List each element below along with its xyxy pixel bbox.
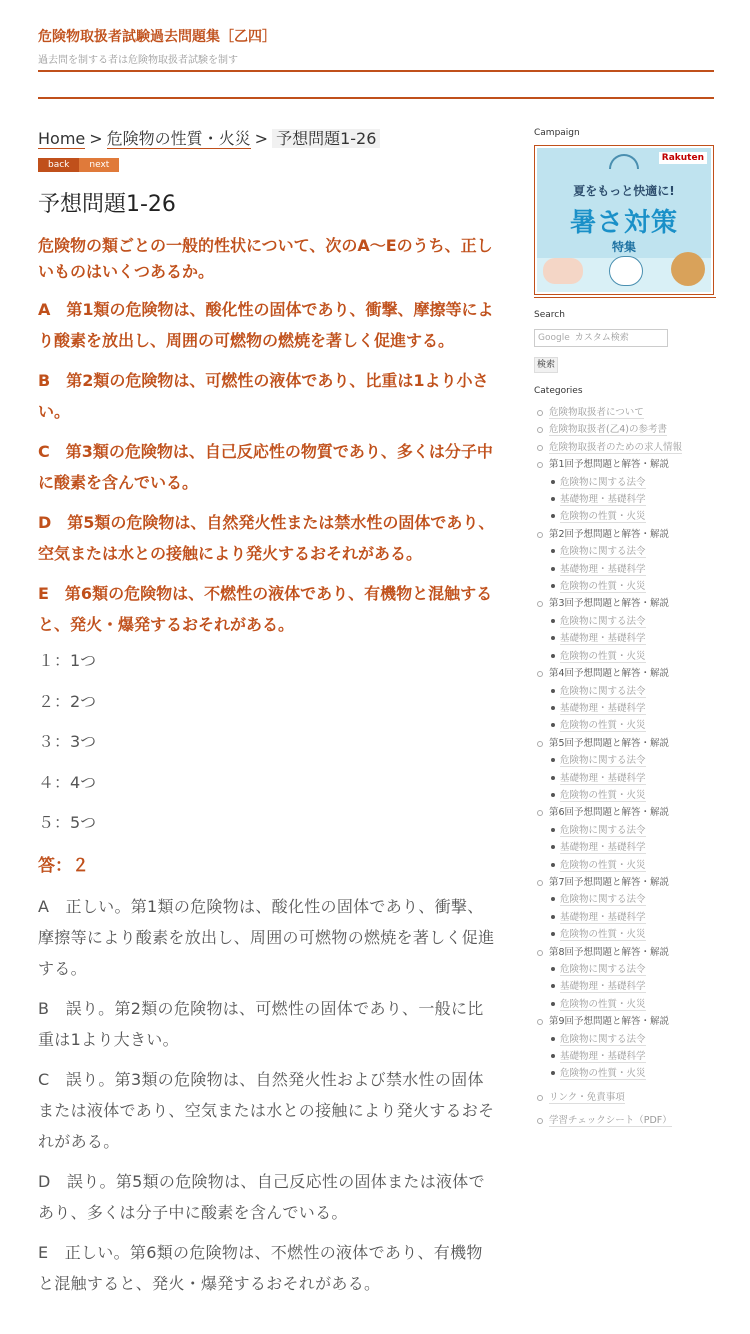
answer-label: 答：２ — [38, 855, 89, 876]
search-placeholder: カスタム検索 — [574, 333, 629, 343]
banner-line3: 特集 — [611, 240, 636, 254]
category-sublist — [549, 822, 716, 874]
subcategory-link[interactable] — [549, 1031, 716, 1048]
subcategory-link-label[interactable]: 危険物の性質・火災 — [560, 859, 646, 871]
subcategory-link-label[interactable]: 危険物に関する法令 — [560, 615, 646, 627]
category-group — [534, 595, 716, 665]
subcategory-link-label[interactable]: 危険物の性質・火災 — [560, 581, 646, 593]
category-link[interactable] — [534, 404, 716, 421]
footer-link[interactable] — [534, 1089, 716, 1106]
category-link[interactable] — [534, 439, 716, 456]
question-statement-b: B 第2類の危険物は、可燃性の液体であり、比重は1より小さい。 — [38, 371, 489, 421]
dog-illustration — [671, 252, 705, 286]
explanation-d: D 誤り。第5類の危険物は、自己反応性の固体または液体であり、多くは分子中に酸素を含んでいる。 — [38, 1171, 485, 1222]
subcategory-link[interactable] — [549, 926, 716, 943]
question-statement-e: E 第6類の危険物は、不燃性の液体であり、有機物と混触すると、発火・爆発するおそれがある。 — [38, 584, 493, 634]
subcategory-link[interactable] — [549, 578, 716, 595]
subcategory-link[interactable] — [549, 717, 716, 734]
subcategory-link-label[interactable]: 危険物に関する法令 — [560, 1033, 646, 1045]
category-link[interactable] — [534, 421, 716, 438]
category-group-label: 第7回予想問題と解答・解説 — [549, 876, 670, 888]
person-illustration — [543, 258, 583, 284]
choice-item: １：1つ — [38, 651, 97, 670]
banner-image[interactable] — [537, 148, 711, 292]
category-sublist — [549, 474, 716, 526]
category-link-label[interactable]: 危険物取扱者(乙4)の参考書 — [549, 424, 667, 436]
choice-item: ４：4つ — [38, 772, 97, 792]
subcategory-link-label[interactable]: 基礎物理・基礎科学 — [560, 494, 646, 506]
site-title[interactable]: 危険物取扱者試験過去問題集［乙四］ — [38, 29, 276, 45]
category-group — [534, 874, 716, 944]
site-tagline: 過去問を制する者は危険物取扱者試験を制す — [38, 55, 238, 66]
subcategory-link-label[interactable]: 基礎物理・基礎科学 — [560, 981, 646, 993]
breadcrumb — [38, 126, 498, 152]
subcategory-link[interactable] — [549, 752, 716, 769]
subcategory-link-label[interactable]: 危険物に関する法令 — [560, 755, 646, 767]
subcategory-link[interactable] — [549, 770, 716, 787]
breadcrumb-current: 予想問題1-26 — [272, 129, 380, 148]
category-sublist — [549, 891, 716, 943]
footer-link[interactable] — [534, 1112, 716, 1129]
rakuten-logo: Rakuten — [659, 152, 707, 164]
subcategory-link-label[interactable]: 危険物の性質・火災 — [560, 650, 646, 662]
category-group — [534, 1013, 716, 1083]
next-button[interactable]: next — [79, 158, 119, 172]
search-title: Search — [534, 310, 565, 320]
subcategory-link[interactable] — [549, 630, 716, 647]
subcategory-link-label[interactable]: 危険物に関する法令 — [560, 824, 646, 836]
explanation-block — [38, 891, 498, 1299]
search-input[interactable] — [534, 329, 668, 347]
category-group — [534, 526, 716, 596]
sidebar — [534, 126, 716, 1130]
explanation-b: B 誤り。第2類の危険物は、可燃性の固体であり、一般に比重は1より大きい。 — [38, 998, 484, 1049]
category-sublist — [549, 1031, 716, 1083]
subcategory-link[interactable] — [549, 474, 716, 491]
subcategory-link-label[interactable]: 危険物に関する法令 — [560, 894, 646, 906]
choice-item: ２：2つ — [38, 691, 97, 711]
subcategory-link[interactable] — [549, 996, 716, 1013]
subcategory-link[interactable] — [549, 700, 716, 717]
category-sublist — [549, 683, 716, 735]
question-statement-d: D 第5類の危険物は、自然発火性または禁水性の固体であり、空気または水との接触により発火するおそれがある。 — [38, 513, 495, 563]
subcategory-link-label[interactable]: 危険物の性質・火災 — [560, 929, 646, 941]
category-link-label[interactable]: 危険物取扱者のための求人情報 — [549, 441, 683, 453]
subcategory-link[interactable] — [549, 543, 716, 560]
category-group-label: 第3回予想問題と解答・解説 — [549, 598, 670, 610]
page-title: 予想問題1-26 — [38, 192, 176, 217]
subcategory-link-label[interactable]: 危険物の性質・火災 — [560, 511, 646, 523]
question-statement-c: C 第3類の危険物は、自己反応性の物質であり、多くは分子中に酸素を含んでいる。 — [38, 442, 493, 492]
sun-icon — [609, 154, 639, 169]
subcategory-link[interactable] — [549, 1065, 716, 1082]
main-content — [38, 126, 498, 1308]
choice-item: ３：3つ — [38, 732, 97, 751]
subcategory-link[interactable] — [549, 561, 716, 578]
answer-choices — [38, 650, 498, 853]
header-divider — [38, 70, 714, 72]
category-group-label: 第8回予想問題と解答・解説 — [549, 946, 670, 958]
search-button[interactable]: 検索 — [534, 357, 558, 373]
subcategory-link-label[interactable]: 基礎物理・基礎科学 — [560, 633, 646, 645]
breadcrumb-separator: > — [89, 129, 103, 148]
subcategory-link-label[interactable]: 危険物に関する法令 — [560, 476, 646, 488]
subcategory-link[interactable] — [549, 648, 716, 665]
category-group-label: 第4回予想問題と解答・解説 — [549, 668, 670, 680]
category-group-label: 第9回予想問題と解答・解説 — [549, 1016, 670, 1028]
category-sublist — [549, 961, 716, 1013]
subcategory-link[interactable] — [549, 491, 716, 508]
subcategory-link-label[interactable]: 基礎物理・基礎科学 — [560, 702, 646, 714]
subcategory-link-label[interactable]: 危険物の性質・火災 — [560, 998, 646, 1010]
category-group — [534, 456, 716, 526]
subcategory-link-label[interactable]: 危険物の性質・火災 — [560, 789, 646, 801]
subcategory-link[interactable] — [549, 839, 716, 856]
subcategory-link-label[interactable]: 危険物に関する法令 — [560, 685, 646, 697]
campaign-banner[interactable] — [534, 145, 714, 295]
subcategory-link-label[interactable]: 基礎物理・基礎科学 — [560, 1051, 646, 1063]
subcategory-link[interactable] — [549, 978, 716, 995]
subcategory-link-label[interactable]: 基礎物理・基礎科学 — [560, 563, 646, 575]
question-block — [38, 233, 498, 640]
subcategory-link[interactable] — [549, 683, 716, 700]
subcategory-link[interactable] — [549, 822, 716, 839]
subcategory-link[interactable] — [549, 508, 716, 525]
subcategory-link-label[interactable]: 危険物に関する法令 — [560, 546, 646, 558]
category-group — [534, 944, 716, 1014]
categories-list — [534, 404, 716, 1130]
footer-link-label[interactable]: 学習チェックシート（PDF） — [549, 1115, 672, 1127]
explanation-c: C 誤り。第3類の危険物は、自然発火性および禁水性の固体または液体であり、空気または水との接触により発火するおそれがある。 — [38, 1069, 495, 1151]
category-group-label: 第2回予想問題と解答・解説 — [549, 528, 670, 540]
breadcrumb-separator: > — [254, 129, 269, 148]
explanation-e: E 正しい。第6類の危険物は、不燃性の液体であり、有機物と混触すると、発火・爆発するおそれがある。 — [38, 1242, 483, 1293]
google-watermark: Google — [538, 333, 570, 343]
subcategory-link-label[interactable]: 基礎物理・基礎科学 — [560, 911, 646, 923]
subcategory-link[interactable] — [549, 891, 716, 908]
category-group — [534, 665, 716, 735]
subcategory-link-label[interactable]: 危険物の性質・火災 — [560, 720, 646, 732]
category-group-label: 第1回予想問題と解答・解説 — [549, 459, 670, 471]
category-group-label: 第6回予想問題と解答・解説 — [549, 807, 670, 819]
question-intro: 危険物の類ごとの一般的性状について、次のA～Eのうち、正しいものはいくつあるか。 — [38, 236, 493, 281]
subcategory-link-label[interactable]: 基礎物理・基礎科学 — [560, 772, 646, 784]
categories-title: Categories — [534, 386, 583, 396]
subcategory-link[interactable] — [549, 961, 716, 978]
post-pager — [38, 158, 498, 172]
subcategory-link-label[interactable]: 基礎物理・基礎科学 — [560, 842, 646, 854]
category-sublist — [549, 543, 716, 595]
category-group-label: 第5回予想問題と解答・解説 — [549, 737, 670, 749]
banner-line1: 夏をもっと快適に! — [573, 184, 675, 198]
breadcrumb-category-link[interactable]: 危険物の性質・火災 — [106, 129, 251, 148]
nav-divider — [38, 97, 714, 99]
campaign-title: Campaign — [534, 128, 580, 138]
subcategory-link[interactable] — [549, 613, 716, 630]
breadcrumb-home-link[interactable]: Home — [38, 129, 86, 148]
category-group — [534, 804, 716, 874]
banner-line2: 暑さ対策 — [569, 208, 678, 238]
explanation-a: A 正しい。第1類の危険物は、酸化性の固体であり、衝撃、摩擦等により酸素を放出し、周囲の可燃物の燃焼を著しく促進する。 — [38, 896, 495, 978]
subcategory-link[interactable] — [549, 857, 716, 874]
subcategory-link-label[interactable]: 危険物の性質・火災 — [560, 1068, 646, 1080]
polar-bear-icon — [609, 256, 643, 286]
footer-link-label[interactable]: リンク・免責事項 — [549, 1091, 625, 1103]
category-sublist — [549, 613, 716, 665]
subcategory-link-label[interactable]: 危険物に関する法令 — [560, 964, 646, 975]
subcategory-link[interactable] — [549, 787, 716, 804]
question-statement-a: A 第1類の危険物は、酸化性の固体であり、衝撃、摩擦等により酸素を放出し、周囲の可燃物の燃焼を著しく促進する。 — [38, 300, 494, 350]
choice-item: ５：5つ — [38, 813, 97, 832]
category-sublist — [549, 752, 716, 804]
back-button[interactable]: back — [38, 158, 79, 172]
subcategory-link[interactable] — [549, 909, 716, 926]
sidebar-divider — [534, 297, 716, 298]
subcategory-link[interactable] — [549, 1048, 716, 1065]
category-link-label[interactable]: 危険物取扱者について — [549, 407, 644, 418]
category-group — [534, 735, 716, 805]
